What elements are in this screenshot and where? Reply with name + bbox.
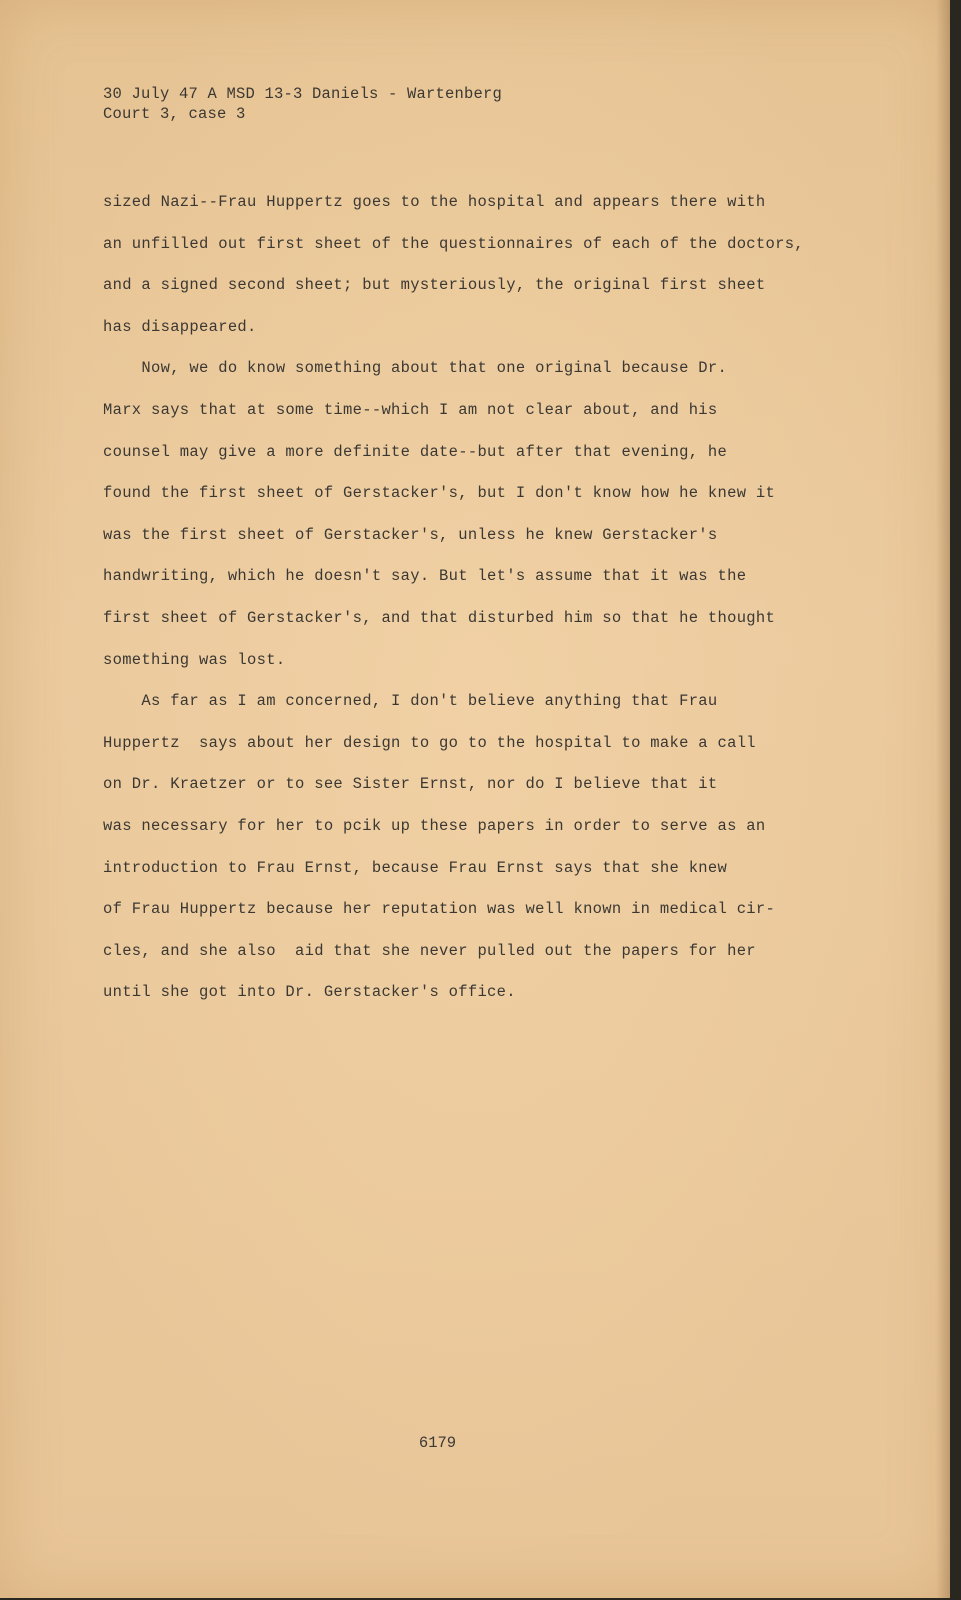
page-edge-shadow: [936, 0, 950, 1598]
text-line: found the first sheet of Gerstacker's, but I don't know how he knew it: [103, 484, 776, 503]
text-line: was the first sheet of Gerstacker's, unless he knew Gerstacker's: [103, 525, 718, 544]
text-line: handwriting, which he doesn't say. But let's assume that it was the: [103, 567, 747, 586]
text-line: Marx says that at some time--which I am not clear about, and his: [103, 400, 718, 419]
text-line: on Dr. Kraetzer or to see Sister Ernst, nor do I believe that it: [103, 775, 718, 794]
paragraph-3: [103, 689, 863, 1022]
paragraph-2: [103, 356, 863, 689]
header-date-line: 30 July 47 A MSD 13-3 Daniels - Wartenberg: [103, 85, 503, 103]
document-header: [103, 84, 502, 124]
text-line: and a signed second sheet; but mysteriously, the original first sheet: [103, 276, 766, 295]
text-line: an unfilled out first sheet of the questionnaires of each of the doctors,: [103, 234, 804, 253]
text-line: Now, we do know something about that one original because Dr.: [103, 359, 728, 378]
paragraph-1: [103, 190, 863, 356]
text-line: has disappeared.: [103, 317, 257, 336]
text-line: was necessary for her to pcik up these papers in order to serve as an: [103, 816, 766, 835]
text-line: cles, and she also aid that she never pulled out the papers for her: [103, 941, 756, 960]
document-body: [103, 190, 863, 1022]
text-line: As far as I am concerned, I don't believe anything that Frau: [103, 692, 718, 711]
text-line: until she got into Dr. Gerstacker's office.: [103, 983, 516, 1002]
text-line: first sheet of Gerstacker's, and that disturbed him so that he thought: [103, 608, 776, 627]
text-line: sized Nazi--Frau Huppertz goes to the hospital and appears there with: [103, 193, 766, 211]
page-number: 6179: [418, 1434, 457, 1452]
text-line: something was lost.: [103, 650, 286, 669]
text-line: of Frau Huppertz because her reputation was well known in medical cir-: [103, 900, 776, 919]
text-line: counsel may give a more definite date--but after that evening, he: [103, 442, 728, 461]
text-line: Huppertz says about her design to go to the hospital to make a call: [103, 733, 756, 752]
header-court-line: Court 3, case 3: [103, 105, 246, 123]
text-line: introduction to Frau Ernst, because Frau Ernst says that she knew: [103, 858, 728, 877]
